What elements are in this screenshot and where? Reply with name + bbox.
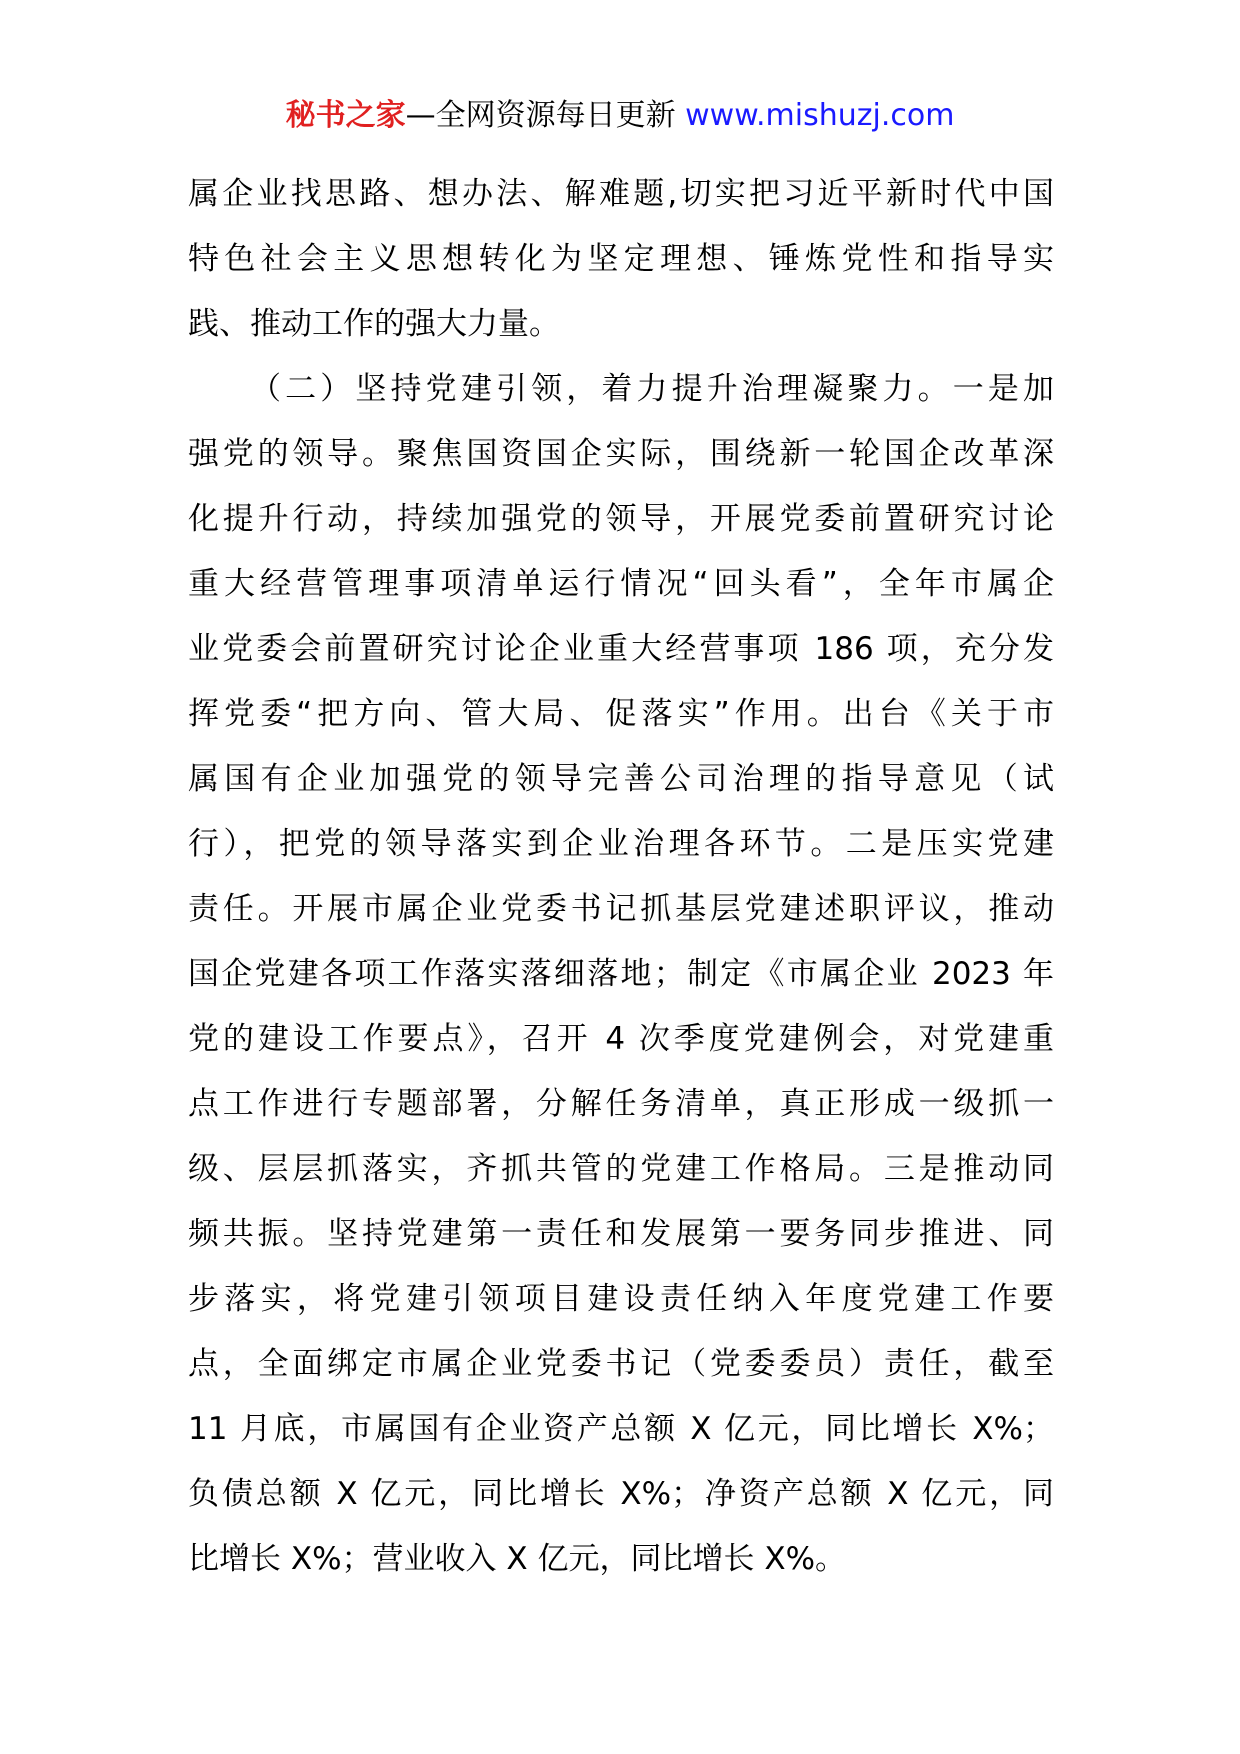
text-line: 责任。开展市属企业党委书记抓基层党建述职评议，推动	[188, 891, 1054, 927]
text-line: 强党的领导。聚焦国资国企实际，围绕新一轮国企改革深	[188, 436, 1054, 472]
text-line: 属企业找思路、想办法、解难题,切实把习近平新时代中国	[188, 176, 1054, 212]
text-line: 国企党建各项工作落实落细落地；制定《市属企业 2023 年	[188, 956, 1054, 992]
text-line: 负债总额 X 亿元，同比增长 X%；净资产总额 X 亿元，同	[188, 1476, 1054, 1512]
text-line: 步落实，将党建引领项目建设责任纳入年度党建工作要	[188, 1281, 1054, 1317]
text-line: 属国有企业加强党的领导完善公司治理的指导意见（试	[188, 761, 1054, 797]
text-line: 级、层层抓落实，齐抓共管的党建工作格局。三是推动同	[188, 1151, 1054, 1187]
paragraph	[188, 357, 1054, 1592]
paragraph	[188, 162, 1054, 357]
header-brand: 秘书之家	[285, 98, 406, 133]
text-line: （二）坚持党建引领，着力提升治理凝聚力。一是加	[250, 371, 1054, 407]
text-line: 频共振。坚持党建第一责任和发展第一要务同步推进、同	[188, 1216, 1054, 1252]
header-tagline: —全网资源每日更新	[405, 98, 676, 133]
text-line: 重大经营管理事项清单运行情况“回头看”，全年市属企	[188, 566, 1054, 602]
text-line: 化提升行动，持续加强党的领导，开展党委前置研究讨论	[188, 501, 1054, 537]
text-line: 点工作进行专题部署，分解任务清单，真正形成一级抓一	[188, 1086, 1054, 1122]
text-line: 比增长 X%；营业收入 X 亿元，同比增长 X%。	[188, 1541, 847, 1577]
text-line: 特色社会主义思想转化为坚定理想、锤炼党性和指导实	[188, 241, 1054, 277]
text-line: 行），把党的领导落实到企业治理各环节。二是压实党建	[188, 826, 1054, 862]
header-url-link[interactable]: www.mishuzj.com	[685, 98, 955, 133]
text-line: 党的建设工作要点》，召开 4 次季度党建例会，对党建重	[188, 1021, 1054, 1057]
text-line: 点，全面绑定市属企业党委书记（党委委员）责任，截至	[188, 1346, 1054, 1382]
document-body	[188, 162, 1054, 1592]
text-line: 践、推动工作的强大力量。	[188, 306, 560, 342]
page-header	[0, 96, 1240, 136]
text-line: 挥党委“把方向、管大局、促落实”作用。出台《关于市	[188, 696, 1054, 732]
text-line: 业党委会前置研究讨论企业重大经营事项 186 项，充分发	[188, 631, 1054, 667]
text-line: 11 月底，市属国有企业资产总额 X 亿元，同比增长 X%；	[188, 1411, 1054, 1447]
